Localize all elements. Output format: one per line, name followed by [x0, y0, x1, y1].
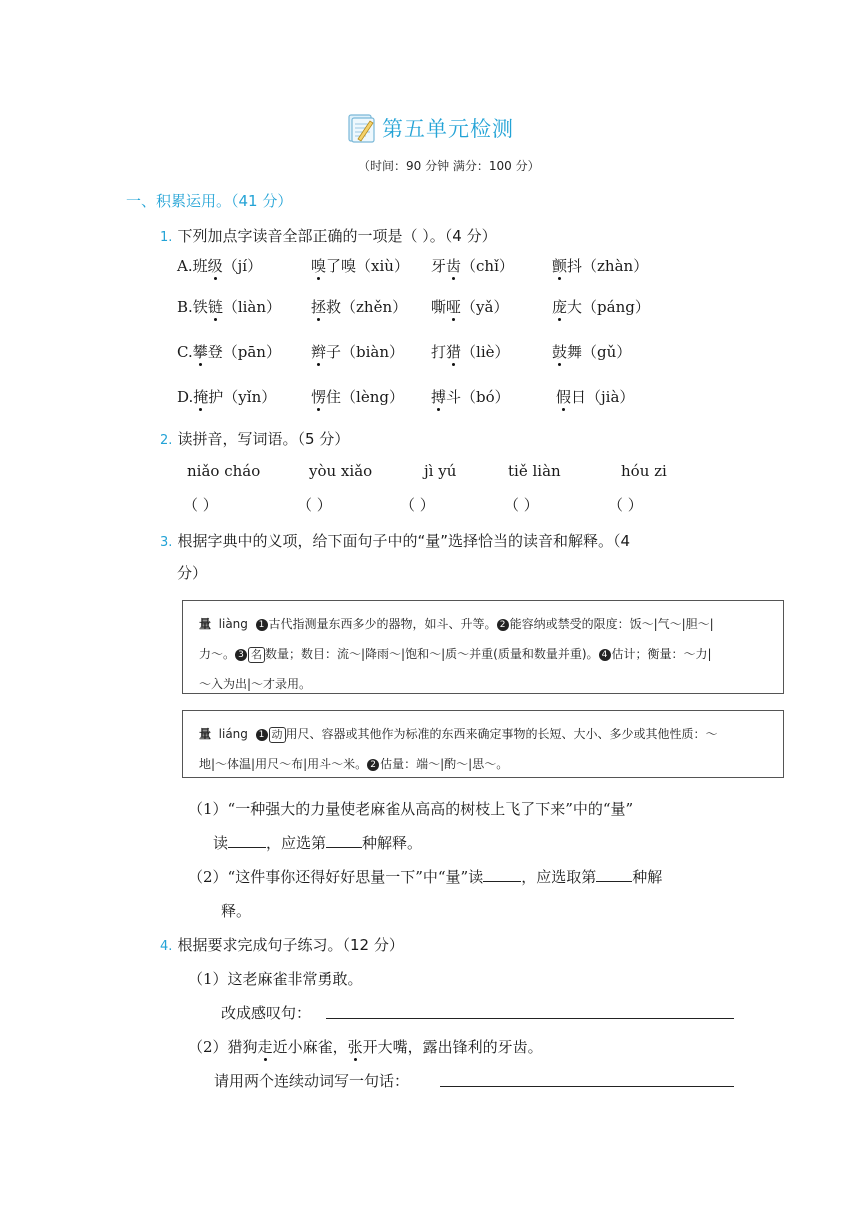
answer-bracket-1[interactable]: （ ）: [183, 496, 218, 514]
answer-blank[interactable]: [228, 832, 266, 848]
answer-bracket-5[interactable]: （ ）: [608, 496, 643, 514]
title-block: [346, 108, 514, 148]
notebook-icon: [346, 112, 376, 144]
option-b: B.铁链（liàn）: [177, 298, 282, 316]
question-text: 读拼音，写词语。（5 分）: [177, 430, 350, 448]
option-c-3: 打猎（liè）: [431, 343, 510, 361]
option-a-4: 颤抖（zhàn）: [552, 257, 649, 275]
answer-blank[interactable]: [596, 866, 632, 882]
pos-tag: 名: [248, 647, 265, 663]
question-number: 3.: [160, 535, 173, 550]
sub-question-1-cont: 读 ，应选第 种解释。: [213, 834, 423, 852]
instruction-verbs: 请用两个连续动词写一句话：: [214, 1072, 410, 1090]
option-c: C.攀登（pān）: [177, 343, 281, 361]
option-b-3: 嘶哑（yǎ）: [431, 298, 509, 316]
question-number: 4.: [160, 939, 173, 954]
option-a-3: 牙齿（chǐ）: [431, 257, 514, 275]
option-d: D.掩护（yǐn）: [177, 388, 277, 406]
dictionary-entry-liang4: 量 liàng 1 古代指测量东西多少的器物，如斗、升等。 2 能容纳或禁受的限度：饭～|气～|胆～| 力～。 3 名 数量；数目：流～|降雨～|饱和～|质～并重(质量和数量并重)。 4 估计；衡量：～力| ～入为出|～才录用。: [182, 600, 784, 694]
answer-bracket-2[interactable]: （ ）: [297, 496, 332, 514]
question-1: [160, 225, 497, 246]
pinyin-3: jì yú: [424, 462, 457, 480]
option-b-4: 庞大（páng）: [552, 298, 650, 316]
sub-question-2: （2）“这件事你还得好好思量一下”中“量”读 ，应选取第 种解: [188, 868, 663, 886]
pinyin-5: hóu zi: [621, 462, 667, 480]
circled-number-2: 2: [367, 759, 379, 771]
question-text: 根据字典中的义项，给下面句子中的“量”选择恰当的读音和解释。（4: [177, 532, 631, 550]
question-4: [160, 934, 404, 955]
sub-question-1: （1）这老麻雀非常勇敢。: [188, 970, 363, 988]
option-c-4: 鼓舞（gǔ）: [552, 343, 632, 361]
question-3: [160, 530, 630, 551]
answer-bracket-4[interactable]: （ ）: [504, 496, 539, 514]
option-d-2: 愣住（lèng）: [311, 388, 404, 406]
dictionary-entry-liang2: 量 liáng 1 动 用尺、容器或其他作为标准的东西来确定事物的长短、大小、多少或其他性质：～ 地|～体温|用尺～布|用斗～米。 2 估量：端～|酌～|思～。: [182, 710, 784, 778]
question-text: 根据要求完成句子练习。（12 分）: [177, 936, 404, 954]
sub-question-1: （1）“一种强大的力量使老麻雀从高高的树枝上飞了下来”中的“量”: [188, 800, 634, 818]
pinyin-2: yòu xiǎo: [309, 462, 373, 480]
circled-number-1: 1: [256, 729, 268, 741]
option-d-4: 假日（jià）: [556, 388, 635, 406]
question-text: 下列加点字读音全部正确的一项是（ ）。（4 分）: [177, 227, 497, 245]
option-c-2: 辫子（biàn）: [311, 343, 405, 361]
answer-line[interactable]: [440, 1086, 734, 1087]
pinyin-1: niǎo cháo: [187, 462, 261, 480]
question-2: [160, 428, 349, 449]
option-d-3: 搏斗（bó）: [431, 388, 510, 406]
sub-question-2: （2）猎狗走近小麻雀，张开大嘴，露出锋利的牙齿。: [188, 1038, 543, 1056]
option-a-2: 嗅了嗅（xiù）: [311, 257, 409, 275]
pos-tag: 动: [269, 727, 286, 743]
question-number: 2.: [160, 433, 173, 448]
option-b-2: 拯救（zhěn）: [311, 298, 408, 316]
answer-line[interactable]: [326, 1018, 734, 1019]
circled-number-1: 1: [256, 619, 268, 631]
answer-bracket-3[interactable]: （ ）: [400, 496, 435, 514]
answer-blank[interactable]: [483, 866, 521, 882]
exam-info: （时间：90 分钟 满分：100 分）: [358, 159, 540, 173]
circled-number-2: 2: [497, 619, 509, 631]
circled-number-3: 3: [235, 649, 247, 661]
circled-number-4: 4: [599, 649, 611, 661]
question-number: 1.: [160, 230, 173, 245]
pinyin-4: tiě liàn: [508, 462, 561, 480]
section-heading: 一、积累运用。（41 分）: [126, 192, 293, 210]
answer-blank[interactable]: [326, 832, 362, 848]
instruction-exclamation: 改成感叹句：: [221, 1004, 312, 1022]
sub-question-2-cont: 释。: [221, 902, 252, 920]
question-text-cont: 分）: [177, 564, 208, 582]
page-title: 第五单元检测: [382, 117, 514, 141]
option-a: A.班级（jí）: [177, 257, 263, 275]
